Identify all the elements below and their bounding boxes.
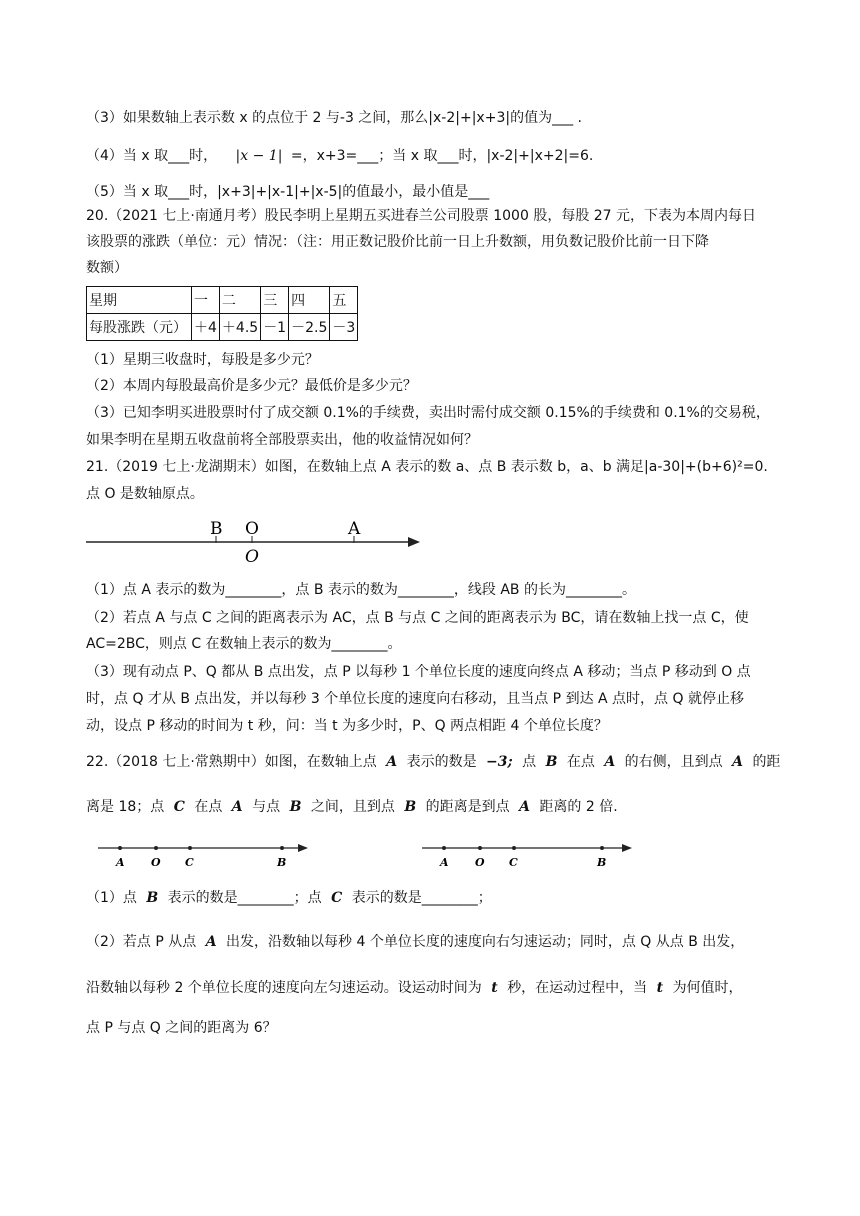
q19-part3: （3）如果数轴上表示数 x 的点位于 2 与-3 之间，那么|x-2|+|x+3|的值为___ . (86, 110, 582, 126)
q19-part5: （5）当 x 取___时，|x+3|+|x-1|+|x-5|的值最小，最小值是___ (86, 184, 490, 200)
point-B-symbol: B (146, 890, 159, 906)
q22-text: 在点 (566, 754, 595, 770)
point-B-dot (280, 846, 284, 850)
q19-part4 (86, 146, 593, 166)
q22-text: 出发，沿数轴以每秒 4 个单位长度的速度向右匀速运动；同时，点 Q 从点 B 出发， (226, 934, 745, 950)
label-O: O (245, 519, 259, 539)
table-row (87, 314, 358, 341)
table-cell: 一 (192, 287, 220, 314)
point-C-symbol: C (331, 890, 343, 906)
q21-sub3-line3: 动，设点 P 移动的时间为 t 秒，问：当 t 为多少时，P、Q 两点相距 4 个单位长度？ (86, 718, 608, 734)
axis-arrow (408, 537, 420, 547)
table-cell: －1 (261, 314, 289, 341)
q22-number-line-right (420, 836, 640, 870)
label-A: A (440, 856, 449, 869)
point-O-dot (478, 846, 482, 850)
q22-text: 之间，且到点 (310, 799, 395, 815)
q21-sub2-line2: AC=2BC，则点 C 在数轴上表示的数为________。 (86, 636, 402, 652)
q22-stem-line1 (86, 752, 780, 772)
table-cell: 每股涨跌（元） (87, 314, 192, 341)
point-O-dot (154, 846, 158, 850)
point-B-symbol: B (545, 754, 558, 770)
table-cell: －2.5 (289, 314, 330, 341)
q22-text: 离是 18；点 (86, 799, 165, 815)
q20-stem-line2: 该股票的涨跌（单位：元）情况：（注：用正数记股价比前一日上升数额，用负数记股价比前一日下降 (86, 234, 709, 250)
q21-stem-line1: 21.（2019 七上·龙湖期末）如图，在数轴上点 A 表示的数 a、点 B 表示数 b，a、b 满足|a-30|+(b+6)²=0. (86, 459, 768, 475)
neg-three-value: −3; (486, 754, 513, 770)
axis-arrow (622, 844, 632, 852)
q20-sub3-line2: 如果李明在星期五收盘前将全部股票卖出，他的收益情况如何？ (86, 432, 478, 448)
table-cell: ＋4.5 (219, 314, 260, 341)
q22-text: 的距离是到点 (425, 799, 510, 815)
q20-stem-line3: 数额） (86, 260, 128, 276)
q19-part4-text-a: （4）当 x 取___时， (86, 148, 218, 164)
label-O: O (151, 856, 161, 869)
table-cell: 星期 (87, 287, 192, 314)
q22-text: 在点 (194, 799, 223, 815)
q21-sub3-line2: 时，点 Q 才从 B 点出发，并以每秒 3 个单位长度的速度向右移动，且当点 P 到达 A 点时，点 Q 就停止移 (86, 691, 744, 707)
q20-sub3-line1: （3）已知李明买进股票时付了成交额 0.1%的手续费，卖出时需付成交额 0.15%的手续费和 0.1%的交易税， (86, 405, 770, 421)
point-A-symbol: A (732, 754, 743, 770)
q22-text: 的右侧，且到点 (624, 754, 723, 770)
table-cell: －3 (330, 314, 358, 341)
q22-text: 表示的数是________； (351, 890, 492, 906)
point-B-dot (600, 846, 604, 850)
table-header-row (87, 287, 358, 314)
q22-text: 的距 (752, 754, 781, 770)
stock-change-table (86, 286, 358, 341)
point-A-symbol: A (231, 799, 243, 815)
axis-arrow (298, 844, 308, 852)
q22-number-line-left (96, 836, 316, 870)
q22-stem-line2 (86, 797, 618, 817)
q22-text: 22.（2018 七上·常熟期中）如图，在数轴上点 (86, 754, 377, 770)
q21-sub3-line1: （3）现有动点 P、Q 都从 B 点出发，点 P 以每秒 1 个单位长度的速度向终点 A 移动；当点 P 移动到 O 点 (86, 664, 751, 680)
table-cell: 三 (261, 287, 289, 314)
point-A-dot (442, 846, 446, 850)
variable-t: t (656, 980, 664, 996)
q22-text: 为何值时， (672, 980, 743, 996)
q22-text: 与点 (252, 799, 281, 815)
q21-number-line-figure (84, 512, 434, 568)
point-A-symbol: A (604, 754, 616, 770)
point-A-dot (118, 846, 122, 850)
point-C-symbol: C (173, 799, 185, 815)
q22-sub2-line3: 点 P 与点 Q 之间的距离为 6？ (86, 1020, 277, 1036)
q21-sub2-line1: （2）若点 A 与点 C 之间的距离表示为 AC，点 B 与点 C 之间的距离表示为 BC，请在数轴上找一点 C，使 (86, 610, 749, 626)
label-A: A (348, 519, 361, 539)
q21-sub1: （1）点 A 表示的数为________，点 B 表示的数为________，线段 AB 的长为________。 (86, 582, 636, 598)
table-cell: 五 (330, 287, 358, 314)
label-O: O (475, 856, 485, 869)
q22-sub2-line2 (86, 978, 743, 998)
table-cell: 四 (289, 287, 330, 314)
label-B: B (597, 856, 607, 869)
label-origin-O: O (245, 547, 259, 567)
label-C: C (509, 856, 518, 869)
q19-abs-formula: |x − 1| (235, 148, 283, 164)
variable-t: t (491, 980, 498, 996)
q22-text: （1）点 (86, 890, 137, 906)
q22-text: （2）若点 P 从点 (86, 934, 197, 950)
q22-text: 沿数轴以每秒 2 个单位长度的速度向左匀速运动。设运动时间为 (86, 980, 482, 996)
table-cell: ＋4 (192, 314, 220, 341)
q22-text: 点 (522, 754, 537, 770)
point-C-dot (512, 846, 516, 850)
q22-sub2-line1 (86, 932, 744, 952)
q22-text: 表示的数是________；点 (167, 890, 322, 906)
q21-stem-line2: 点 O 是数轴原点。 (86, 486, 204, 502)
q19-part4-text-b: =，x+3=___；当 x 取___时，|x-2|+|x+2|=6. (290, 148, 594, 164)
q20-sub1: （1）星期三收盘时，每股是多少元？ (86, 352, 319, 368)
point-A-symbol: A (386, 754, 398, 770)
point-A-symbol: A (205, 934, 217, 950)
label-A: A (116, 856, 125, 869)
label-C: C (185, 856, 194, 869)
q22-text: 秒，在运动过程中，当 (507, 980, 648, 996)
point-B-symbol: B (404, 799, 417, 815)
q22-text: 表示的数是 (406, 754, 477, 770)
point-C-dot (188, 846, 192, 850)
q22-text: 距离的 2 倍. (539, 799, 618, 815)
point-A-symbol: A (519, 799, 530, 815)
point-B-symbol: B (289, 799, 302, 815)
label-B: B (277, 856, 287, 869)
q20-stem-line1: 20.（2021 七上·南通月考）股民李明上星期五买进春兰公司股票 1000 股，每股 27 元，下表为本周内每日 (86, 208, 757, 224)
label-B: B (210, 519, 223, 539)
q20-sub2: （2）本周内每股最高价是多少元？最低价是多少元？ (86, 378, 417, 394)
q22-sub1 (86, 888, 492, 908)
table-cell: 二 (219, 287, 260, 314)
